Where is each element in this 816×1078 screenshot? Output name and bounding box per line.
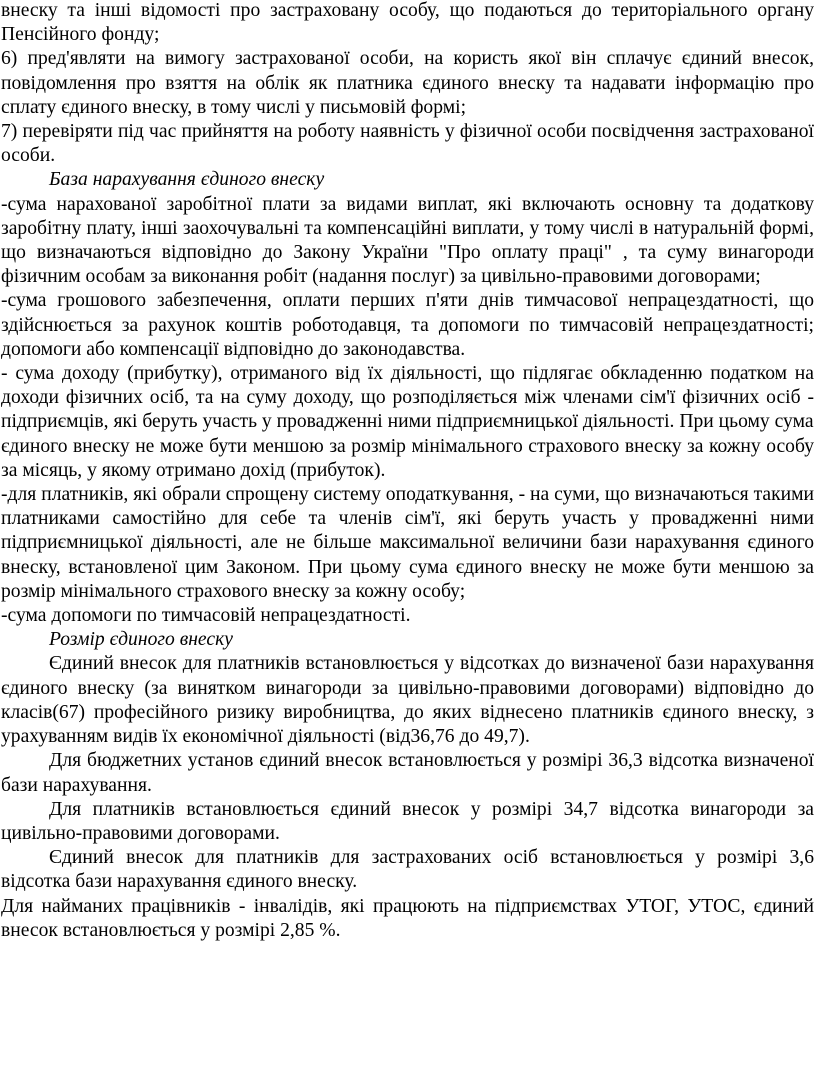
paragraph-item-7: 7) перевіряти під час прийняття на роботу наявність у фізичної особи посвідчення застрахованої особи. [1,121,814,167]
paragraph-civil-contracts: Для платників встановлюється єдиний внесок у розмірі 34,7 відсотка винагороди за цивільно-правовими договорами. [1,798,814,844]
paragraph-minimum-contribution: єдиного внеску не може бути меншою за розмір мінімального страхового внеску за кожну особу за місяць, у якому отримано дохід (прибуток). [1,435,814,481]
heading-contribution-base: База нарахування єдиного внеску [49,169,325,191]
heading-contribution-size: Розмір єдиного внеску [49,629,233,651]
paragraph-disabled-workers: Для найманих працівників - інвалідів, які працюють на підприємствах УТОГ, УТОС, єдиний внесок встановлюється у розмірі 2,85 %. [1,895,814,941]
paragraph-simplified-tax: -для платників, які обрали спрощену систему оподаткування, - на суми, що визначаються такими платниками самостійно для себе та членів сім'ї, які беруть участь у провадженні ними підприємницької діяльності, але не більше максимальної величини бази нарахування єдиного внеску, встановленої цим Законом. При цьому сума єдиного внеску не може бути меншою за розмір мінімального страхового внеску за кожну особу; [1,484,814,602]
paragraph-base-allowance: -сума грошового забезпечення, оплати перших п'яти днів тимчасової непрацездатності, що здійснюється за рахунок коштів роботодавця, та допомоги по тимчасовій непрацездатності; допомоги або компенсації відповідно до законодавства. [1,290,814,360]
paragraph-base-salary: -сума нарахованої заробітної плати за видами виплат, які включають основну та додаткову заробітну плату, інші заохочувальні та компенсаційні виплати, у тому числі в натуральній формі, що визначаються відповідно до Закону України "Про оплату праці" , та суму винагороди фізичним особам за виконання робіт (надання послуг) за цивільно-правовими договорами; [1,193,814,288]
paragraph-sick-leave: -сума допомоги по тимчасовій непрацездатності. [1,605,411,627]
paragraph-insured-persons: Єдиний внесок для платників для застрахованих осіб встановлюється у розмірі 3,6 відсотка бази нарахування єдиного внеску. [1,847,814,893]
paragraph-risk-classes: Єдиний внесок для платників встановлюється у відсотках до визначеної бази нарахування єдиного внеску (за винятком винагороди за цивільно-правовими договорами) відповідно до класів(67) професійного ризику виробництва, до яких віднесено платників єдиного внеску, з урахуванням видів їх економічної діяльності (від36,76 до 49,7). [1,653,814,748]
paragraph-intro: внеску та інші відомості про застраховану особу, що подаються до територіального органу Пенсійного фонду; [1,0,814,46]
paragraph-base-income: - сума доходу (прибутку), отриманого від їх діяльності, що підлягає обкладенню податком на доходи фізичних осіб, та на суму доходу, що розподіляється між членами сім'ї фізичних осіб - підприємців, які беруть участь у провадженні ними підприємницької діяльності. При цьому сума [1,363,814,433]
paragraph-item-6: 6) пред'являти на вимогу застрахованої особи, на користь якої він сплачує єдиний внесок, повідомлення про взяття на облік як платника єдиного внеску та надавати інформацію про сплату єдиного внеску, в тому числі у письмовій формі; [1,48,814,118]
paragraph-budget-institutions: Для бюджетних установ єдиний внесок встановлюється у розмірі 36,3 відсотка визначеної бази нарахування. [1,750,814,796]
